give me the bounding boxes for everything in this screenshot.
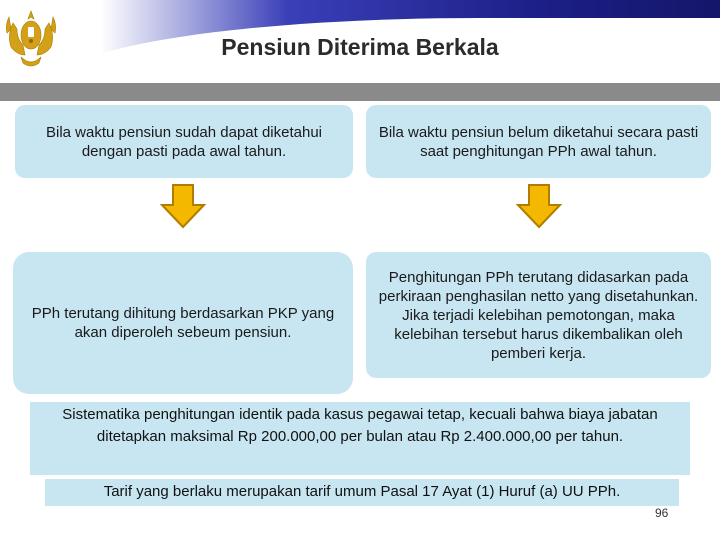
header-divider bbox=[0, 83, 720, 101]
page-number: 96 bbox=[655, 506, 669, 520]
left-top-text: Bila waktu pensiun sudah dapat diketahui dengan pasti pada awal tahun. bbox=[45, 123, 323, 160]
calculation-note: Sistematika penghitungan identik pada kasus pegawai tetap, kecuali bahwa biaya jabatan ditetapkan maksimal Rp 200.000,00 per bulan atau Rp 2.400.000,00 per tahun. bbox=[30, 402, 690, 475]
page-title: Pensiun Diterima Berkala bbox=[221, 34, 499, 60]
right-top-text: Bila waktu pensiun belum diketahui secara pasti saat penghitungan PPh awal tahun. bbox=[378, 123, 699, 160]
right-bottom-text: Penghitungan PPh terutang didasarkan pada perkiraan penghasilan netto yang disetahunkan. Jika terjadi kelebihan pemotongan, maka kelebihan tersebut harus dikembalikan oleh pemberi kerja. bbox=[378, 268, 699, 362]
down-arrow-icon bbox=[516, 183, 562, 229]
tariff-note: Tarif yang berlaku merupakan tarif umum Pasal 17 Ayat (1) Huruf (a) UU PPh. bbox=[45, 479, 679, 506]
left-top-box bbox=[15, 105, 353, 178]
right-top-box bbox=[366, 105, 711, 178]
down-arrow-icon bbox=[160, 183, 206, 229]
garuda-emblem-icon bbox=[3, 5, 59, 71]
left-bottom-box bbox=[13, 252, 353, 394]
left-bottom-text: PPh terutang dihitung berdasarkan PKP yang akan diperoleh sebeum pensiun. bbox=[31, 305, 335, 341]
right-bottom-box bbox=[366, 252, 711, 378]
